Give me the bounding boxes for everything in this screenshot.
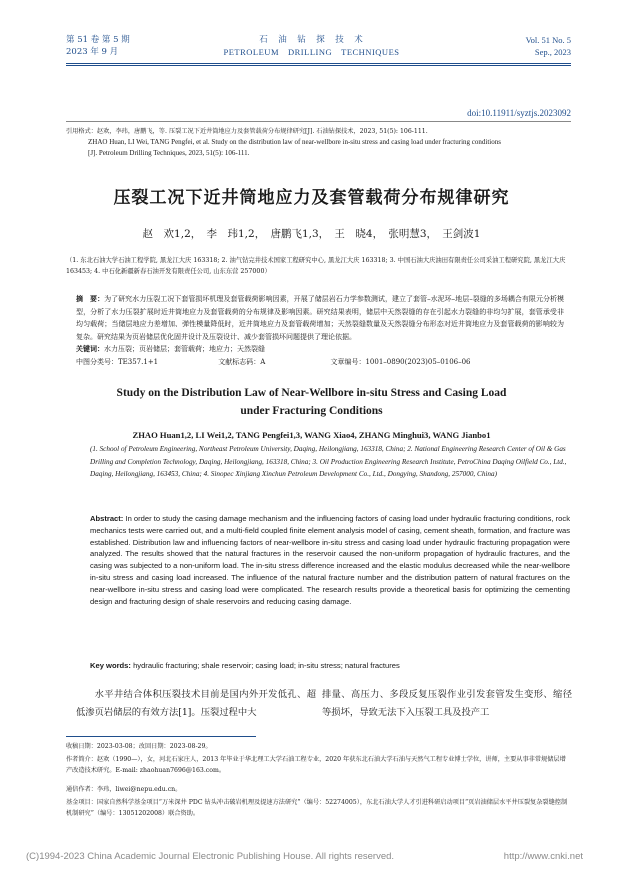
abstract-cn-text: 为了研究水力压裂工况下套管损坏机理及套管载荷影响因素，开展了储层岩石力学参数测试，建立了套管–水泥环–地层–裂缝的多场耦合有限元分析模型，分析了水力压裂扩展时近井筒地应力及套管载荷的分布规律及影响因素。研究结果表明，储层中天然裂缝的存在引起水力裂缝的非均匀扩展，套管承受非均匀载荷；当储层地应力差增加、弹性模量降低时，近井筒地应力及套管载荷增加；天然裂缝数量及天然裂缝分布形态对近井筒地应力及套管载荷的影响较为复杂。研究结果为页岩储层优化固井设计及压裂设计、减少套管损坏问题提供了理论依据。 — [76, 295, 565, 341]
keywords-cn — [76, 344, 564, 354]
issue-volume: 第 51 卷 第 5 期 — [66, 35, 130, 45]
copyright-footer: (C)1994-2023 China Academic Journal Electronic Publishing House. All rights reserved. — [26, 851, 395, 862]
keywords-en — [90, 661, 570, 670]
authors-cn: 赵 欢1,2， 李 玮1,2， 唐鹏飞1,3， 王 晓4， 张明慧3， 王剑波1 — [142, 228, 481, 240]
journal-name-en: PETROLEUM DRILLING TECHNIQUES — [223, 47, 400, 57]
date-en: Sep., 2023 — [534, 47, 571, 57]
header-rule-2 — [66, 65, 571, 66]
journal-issue-en — [526, 34, 571, 58]
title-en-line2: under Fracturing Conditions — [240, 405, 383, 417]
abstract-en-text: In order to study the casing damage mechanism and the influencing factors of casing load under hydraulic fracturing conditions, rock mechanics tests were carried out, and a multi-field coupled finite element analysis model of casing, cement sheath, formation, and fracture was established. Distribution law and influencing factors of near-wellbore in-situ stress and casing load under hydraulic fracturing propagation were analyzed. The results showed that the natural fractures in the reservoir caused the non-uniform propagation of hydraulic fractures, and the casing was subjected to a non-uniform load. The in-situ stress difference increased and the elastic modulus decreased while the near-wellbore in-situ stress and casing load increased. The influence of the natural fracture number and the distribution pattern of natural fractures on the near-wellbore in-situ stress and casing load were complicated. The research results provide a theoretical basis for optimizing the cementing design and fracturing design of shale reservoirs and reducing casing damage. — [90, 514, 570, 606]
keywords-cn-label: 关键词： — [76, 344, 104, 353]
title-cn: 压裂工况下近井筒地应力及套管载荷分布规律研究 — [113, 188, 510, 208]
classification-cn — [76, 357, 564, 367]
title-en-line1: Study on the Distribution Law of Near-Wellbore in-situ Stress and Casing Load — [116, 387, 507, 399]
header-rule — [66, 63, 571, 64]
citation-cn: 引用格式：赵欢，李玮，唐鹏飞，等. 压裂工况下近井筒地应力及套管载荷分布规律研究[J]. 石油钻探技术，2023, 51(5): 106-111. — [66, 128, 428, 135]
abstract-cn-label: 摘 要： — [76, 294, 105, 303]
footnote-fund: 基金项目：国家自然科学基金项目“万米深井 PDC 钻头冲击破岩机理及提速方法研究”（编号：52274005），东北石油大学人才引进科研启动项目“页岩油储层水平井压裂复杂裂缝控制机制研究”（编号：13051202008）联合资助。 — [66, 799, 568, 817]
keywords-cn-text: 水力压裂；页岩储层；套管载荷；地应力；天然裂缝 — [104, 345, 265, 353]
journal-name-cn: 石 油 钻 探 技 术 — [259, 35, 364, 45]
issue-date: 2023 年 9 月 — [66, 47, 119, 57]
volume-en: Vol. 51 No. 5 — [525, 35, 571, 45]
doc-code: 文献标志码：A — [218, 358, 266, 366]
footnote-author: 作者简介：赵欢（1990—），女，河北石家庄人，2013 年毕业于华北理工大学石油工程专业，2020 年获东北石油大学石油与天然气工程专业博士学位，讲师，主要从事非常规储层增产改造技术研究。E-mail: zhaohuan7696@163.com。 — [66, 756, 566, 774]
abstract-en — [90, 513, 570, 607]
affiliations-en: (1. School of Petroleum Engineering, Northeast Petroleum University, Daqing, Heilongjiang, 163318, China; 2. National Engineering Research Center of Oil & Gas Drilling and Completion Technology, Daqing, Heilongjiang, 163318, China; 3. Oil Production Engineering Research Institute, PetroChina Daqing Oilfield Co., Ltd., Daqing, Heilongjiang, 163453, China; 4. Sinopec Xinjiang Xinchun Petroleum Development Co., Ltd., Dongying, Shandong, 257000, China) — [90, 445, 567, 478]
abstract-en-label: Abstract: — [90, 514, 124, 523]
citation-en-1: ZHAO Huan, LI Wei, TANG Pengfei, et al. Study on the distribution law of near-wellbore in-situ stress and casing load under fracturing conditions — [88, 138, 501, 146]
citation-block — [66, 126, 571, 159]
cnki-link[interactable]: http://www.cnki.net — [503, 851, 583, 862]
citation-en-2: [J]. Petroleum Drilling Techniques, 2023, 51(5): 106-111. — [88, 149, 250, 157]
body-column-right: 排量、高压力、多段反复压裂作业引发套管发生变形、缩径等损坏，导致无法下入压裂工具及投产工 — [322, 689, 572, 718]
doi[interactable]: doi:10.11911/syztjs.2023092 — [467, 108, 571, 118]
keywords-en-label: Key words: — [90, 661, 131, 670]
article-number: 文章编号：1001–0890(2023)05–0106–06 — [330, 358, 471, 366]
keywords-en-text: hydraulic fracturing; shale reservoir; casing load; in-situ stress; natural fractures — [133, 661, 400, 670]
abstract-cn — [76, 293, 564, 343]
footnote-received: 收稿日期：2023-03-08；改回日期：2023-08-29。 — [66, 743, 212, 750]
doi-rule — [66, 121, 571, 122]
title-en — [0, 384, 623, 420]
clc-number: 中图分类号：TE357.1+1 — [76, 358, 159, 366]
authors-en: ZHAO Huan1,2, LI Wei1,2, TANG Pengfei1,3, WANG Xiao4, ZHANG Minghui3, WANG Jianbo1 — [132, 430, 491, 440]
footnote-correspondence: 通信作者：李玮，liwei@nepu.edu.cn。 — [66, 786, 182, 793]
affiliations-cn: （1. 东北石油大学石油工程学院, 黑龙江大庆 163318; 2. 油气钻完井技术国家工程研究中心, 黑龙江大庆 163318; 3. 中国石油大庆油田有限责任公司采油工程研究院, 黑龙江大庆 163453; 4. 中石化新疆新春石油开发有限责任公司, 山东东营 257000） — [66, 257, 566, 275]
body-column-left: 水平井结合体积压裂技术目前是国内外开发低孔、超低渗页岩储层的有效方法[1]。压裂过程中大 — [76, 689, 316, 718]
footnote-rule — [66, 736, 256, 737]
